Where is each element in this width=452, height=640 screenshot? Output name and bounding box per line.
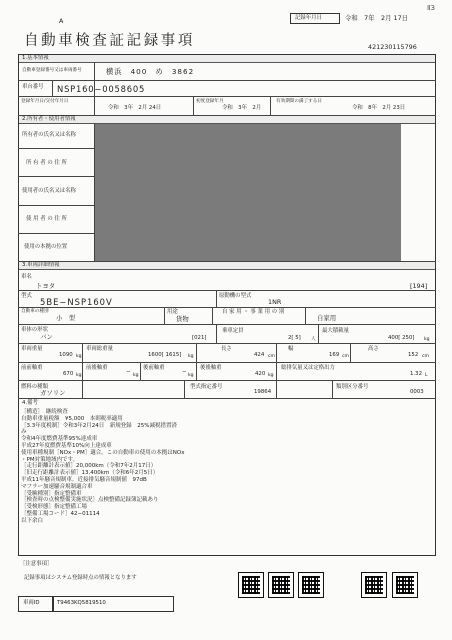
class-number-label: 類別区分番号 <box>336 384 369 390</box>
remark-line: ［構造］ 継続検査 <box>21 409 68 415</box>
body-shape-value: バン <box>40 333 53 341</box>
displacement-unit: L <box>425 373 428 378</box>
vehicle-type-value: 小 型 <box>56 314 76 322</box>
remark-line: ［検査時の点検整備実施状況］点検整備記録簿記載あり <box>21 497 159 504</box>
form-mark: A <box>59 17 64 25</box>
use-category-label: 自 家 用 ・ 事 業 用 の 別 <box>222 309 285 315</box>
model-label: 型式 <box>21 293 32 299</box>
purpose-value: 貨物 <box>176 315 189 323</box>
qr-code-icon <box>268 572 294 598</box>
vehicle-type-label: 自動車の種別 <box>21 309 49 314</box>
capacity-value: 2[ 5] <box>288 335 301 341</box>
remark-line: 平成11年騒音規制車。近接排気騒音規制値 97dB <box>21 476 147 483</box>
width-label: 幅 <box>288 346 294 352</box>
height-label: 高さ <box>368 346 379 352</box>
qr-code-icon <box>298 572 324 598</box>
qr-code-icon <box>392 572 418 598</box>
max-load-label: 最大積載量 <box>322 328 349 334</box>
vehicle-id-label: 車両ID <box>23 600 40 606</box>
rear-rear-axle-label: 後後軸重 <box>200 365 222 371</box>
front-front-axle-unit: kg <box>76 373 82 378</box>
page-title: 自動車検査証記録事項 <box>24 33 195 49</box>
vehicle-id-value-box <box>52 596 174 612</box>
owner-name-label: 所有者の氏名又は名称 <box>22 132 76 138</box>
vehicle-weight-value: 1090 <box>59 352 73 358</box>
front-front-axle-value: 670 <box>63 371 74 377</box>
height-unit: cm <box>422 354 430 359</box>
section-basic-title: 1.基本情報 <box>22 55 49 61</box>
chassis-value: NSP160−0058605 <box>57 84 146 94</box>
rear-front-axle-label: 後前軸重 <box>143 365 165 371</box>
notes-text: 記録事項はシステム登録時点の情報となります <box>24 575 137 581</box>
rear-front-axle-unit: kg <box>188 373 194 378</box>
remark-line: 以下余白 <box>21 517 44 524</box>
reg-number-value: 横浜 400 め 3862 <box>106 67 195 76</box>
max-load-value: 400[ 250] <box>388 335 415 341</box>
owner-address-label: 所 有 者 の 住 所 <box>26 160 67 166</box>
body-shape-label: 車体の形状 <box>21 327 48 333</box>
reg-number-label: 自動車登録番号又は車両番号 <box>22 68 82 73</box>
remark-line: 平成27年度燃費基準10%向上達成車 <box>21 442 112 449</box>
purpose-label: 用途 <box>167 309 178 315</box>
front-front-axle-label: 前前軸重 <box>21 365 43 371</box>
width-unit: cm <box>342 354 350 359</box>
fuel-value: ガソリン <box>40 389 66 397</box>
gross-weight-unit: kg <box>188 354 194 359</box>
rear-rear-axle-unit: kg <box>268 373 274 378</box>
fuel-label: 燃料の種類 <box>21 384 48 390</box>
engine-label: 原動機の型式 <box>219 293 252 299</box>
gross-weight-value: 1600[ 1615] <box>148 352 182 358</box>
base-location-label: 使用の本拠の位置 <box>24 244 68 250</box>
remark-line: 自動車重量税額 ¥5,000 本則税率適用 <box>21 415 123 422</box>
rear-rear-axle-value: 420 <box>255 371 266 377</box>
model-value: 5BE−NSP160V <box>40 297 113 307</box>
first-year-label: 初度登録年月 <box>196 99 224 104</box>
maker-value: トヨタ <box>36 282 56 290</box>
user-address-label: 使 用 者 の 住 所 <box>26 216 67 222</box>
record-date-label: 記録年月日 <box>295 15 322 21</box>
maker-code: [194] <box>410 282 428 290</box>
remark-line: ［整備工場コード］42−01114 <box>21 510 100 517</box>
front-rear-axle-unit: kg <box>133 373 139 378</box>
remark-line: 令和4年度燃費基準95%達成車 <box>21 436 98 443</box>
record-date-label-box <box>290 13 340 24</box>
notes-heading: ［注意事項］ <box>20 561 53 567</box>
section-vehicle-header <box>19 262 435 270</box>
expiry-label: 有効期間の満了する日 <box>276 99 322 104</box>
rear-front-axle-value: − <box>182 369 187 375</box>
type-approval-label: 型式指定番号 <box>190 384 223 390</box>
remark-line: マフラー加速騒音規制適合車 <box>21 483 93 490</box>
length-label: 長さ <box>221 346 232 352</box>
first-reg-label: 登録年月日/交付年月日 <box>21 99 69 104</box>
displacement-label: 総排気量又は定格出力 <box>281 365 335 371</box>
qr-code-icon <box>361 572 387 598</box>
first-reg-value: 令和 3年 2月 24日 <box>108 105 162 111</box>
chassis-label: 車台番号 <box>22 84 44 90</box>
qr-code-icon <box>238 572 264 598</box>
displacement-value: 1.32 <box>410 371 423 377</box>
corner-mark: Ⅱ3 <box>427 3 436 12</box>
body-code: [021] <box>192 335 207 341</box>
vehicle-weight-unit: kg <box>76 354 82 359</box>
record-date: 令和 7年 2月 17日 <box>345 14 409 22</box>
front-rear-axle-value: − <box>126 369 131 375</box>
remark-line: 使用車種規制［NOx・PM］適合。この自動車の使用の本拠はNOx <box>21 449 185 456</box>
doc-number: 421230115796 <box>368 43 417 51</box>
length-value: 424 <box>254 352 265 358</box>
first-year-value: 令和 3年 2月 <box>222 105 262 111</box>
capacity-label: 乗車定員 <box>222 328 244 334</box>
remark-line: み <box>21 429 27 436</box>
vehicle-id-label-box <box>18 596 54 612</box>
remarks-list <box>21 409 184 525</box>
type-approval-value: 19864 <box>254 389 272 395</box>
front-rear-axle-label: 前後軸重 <box>86 365 108 371</box>
remark-line: ［受験種別］指定整備車 <box>21 490 82 497</box>
max-load-unit: kg <box>424 337 430 342</box>
vehicle-weight-label: 車両重量 <box>21 346 43 352</box>
vehicle-id-value: T9463KQ5819510 <box>57 600 106 606</box>
section-remarks-title: 4.備考 <box>22 400 38 406</box>
width-value: 169 <box>329 352 340 358</box>
remark-line: ［受検形態］指定整備工場 <box>21 504 88 511</box>
remark-line: ［走行距離計表示値］20,000km（令和7年2月17日） <box>21 463 157 470</box>
length-unit: cm <box>268 354 276 359</box>
section-owner-title: 2.所有者・使用者情報 <box>22 116 76 122</box>
section-basic-header <box>19 55 435 63</box>
gross-weight-label: 車両総重量 <box>86 346 113 352</box>
remark-line: ・PM対策地域内です。 <box>21 456 79 463</box>
class-number-value: 0003 <box>410 389 424 395</box>
use-category-value: 自家用 <box>317 314 337 322</box>
remark-line: ［3.3年度税制］令和3年2月24日 新規登録 25%減税措置済 <box>21 422 177 429</box>
height-value: 152 <box>408 352 419 358</box>
redacted-area <box>95 124 401 261</box>
expiry-value: 令和 8年 2月 23日 <box>352 105 406 111</box>
engine-value: 1NR <box>268 298 282 306</box>
maker-label: 車名 <box>21 274 32 280</box>
remark-line: ［旧走行距離計表示値］13,400km（令和6年2月5日） <box>21 470 159 477</box>
capacity-unit: 人 <box>311 337 316 342</box>
user-name-label: 使用者の氏名又は名称 <box>22 188 76 194</box>
section-vehicle-title: 3.車両詳細情報 <box>22 262 60 268</box>
section-owner-header <box>19 116 435 124</box>
